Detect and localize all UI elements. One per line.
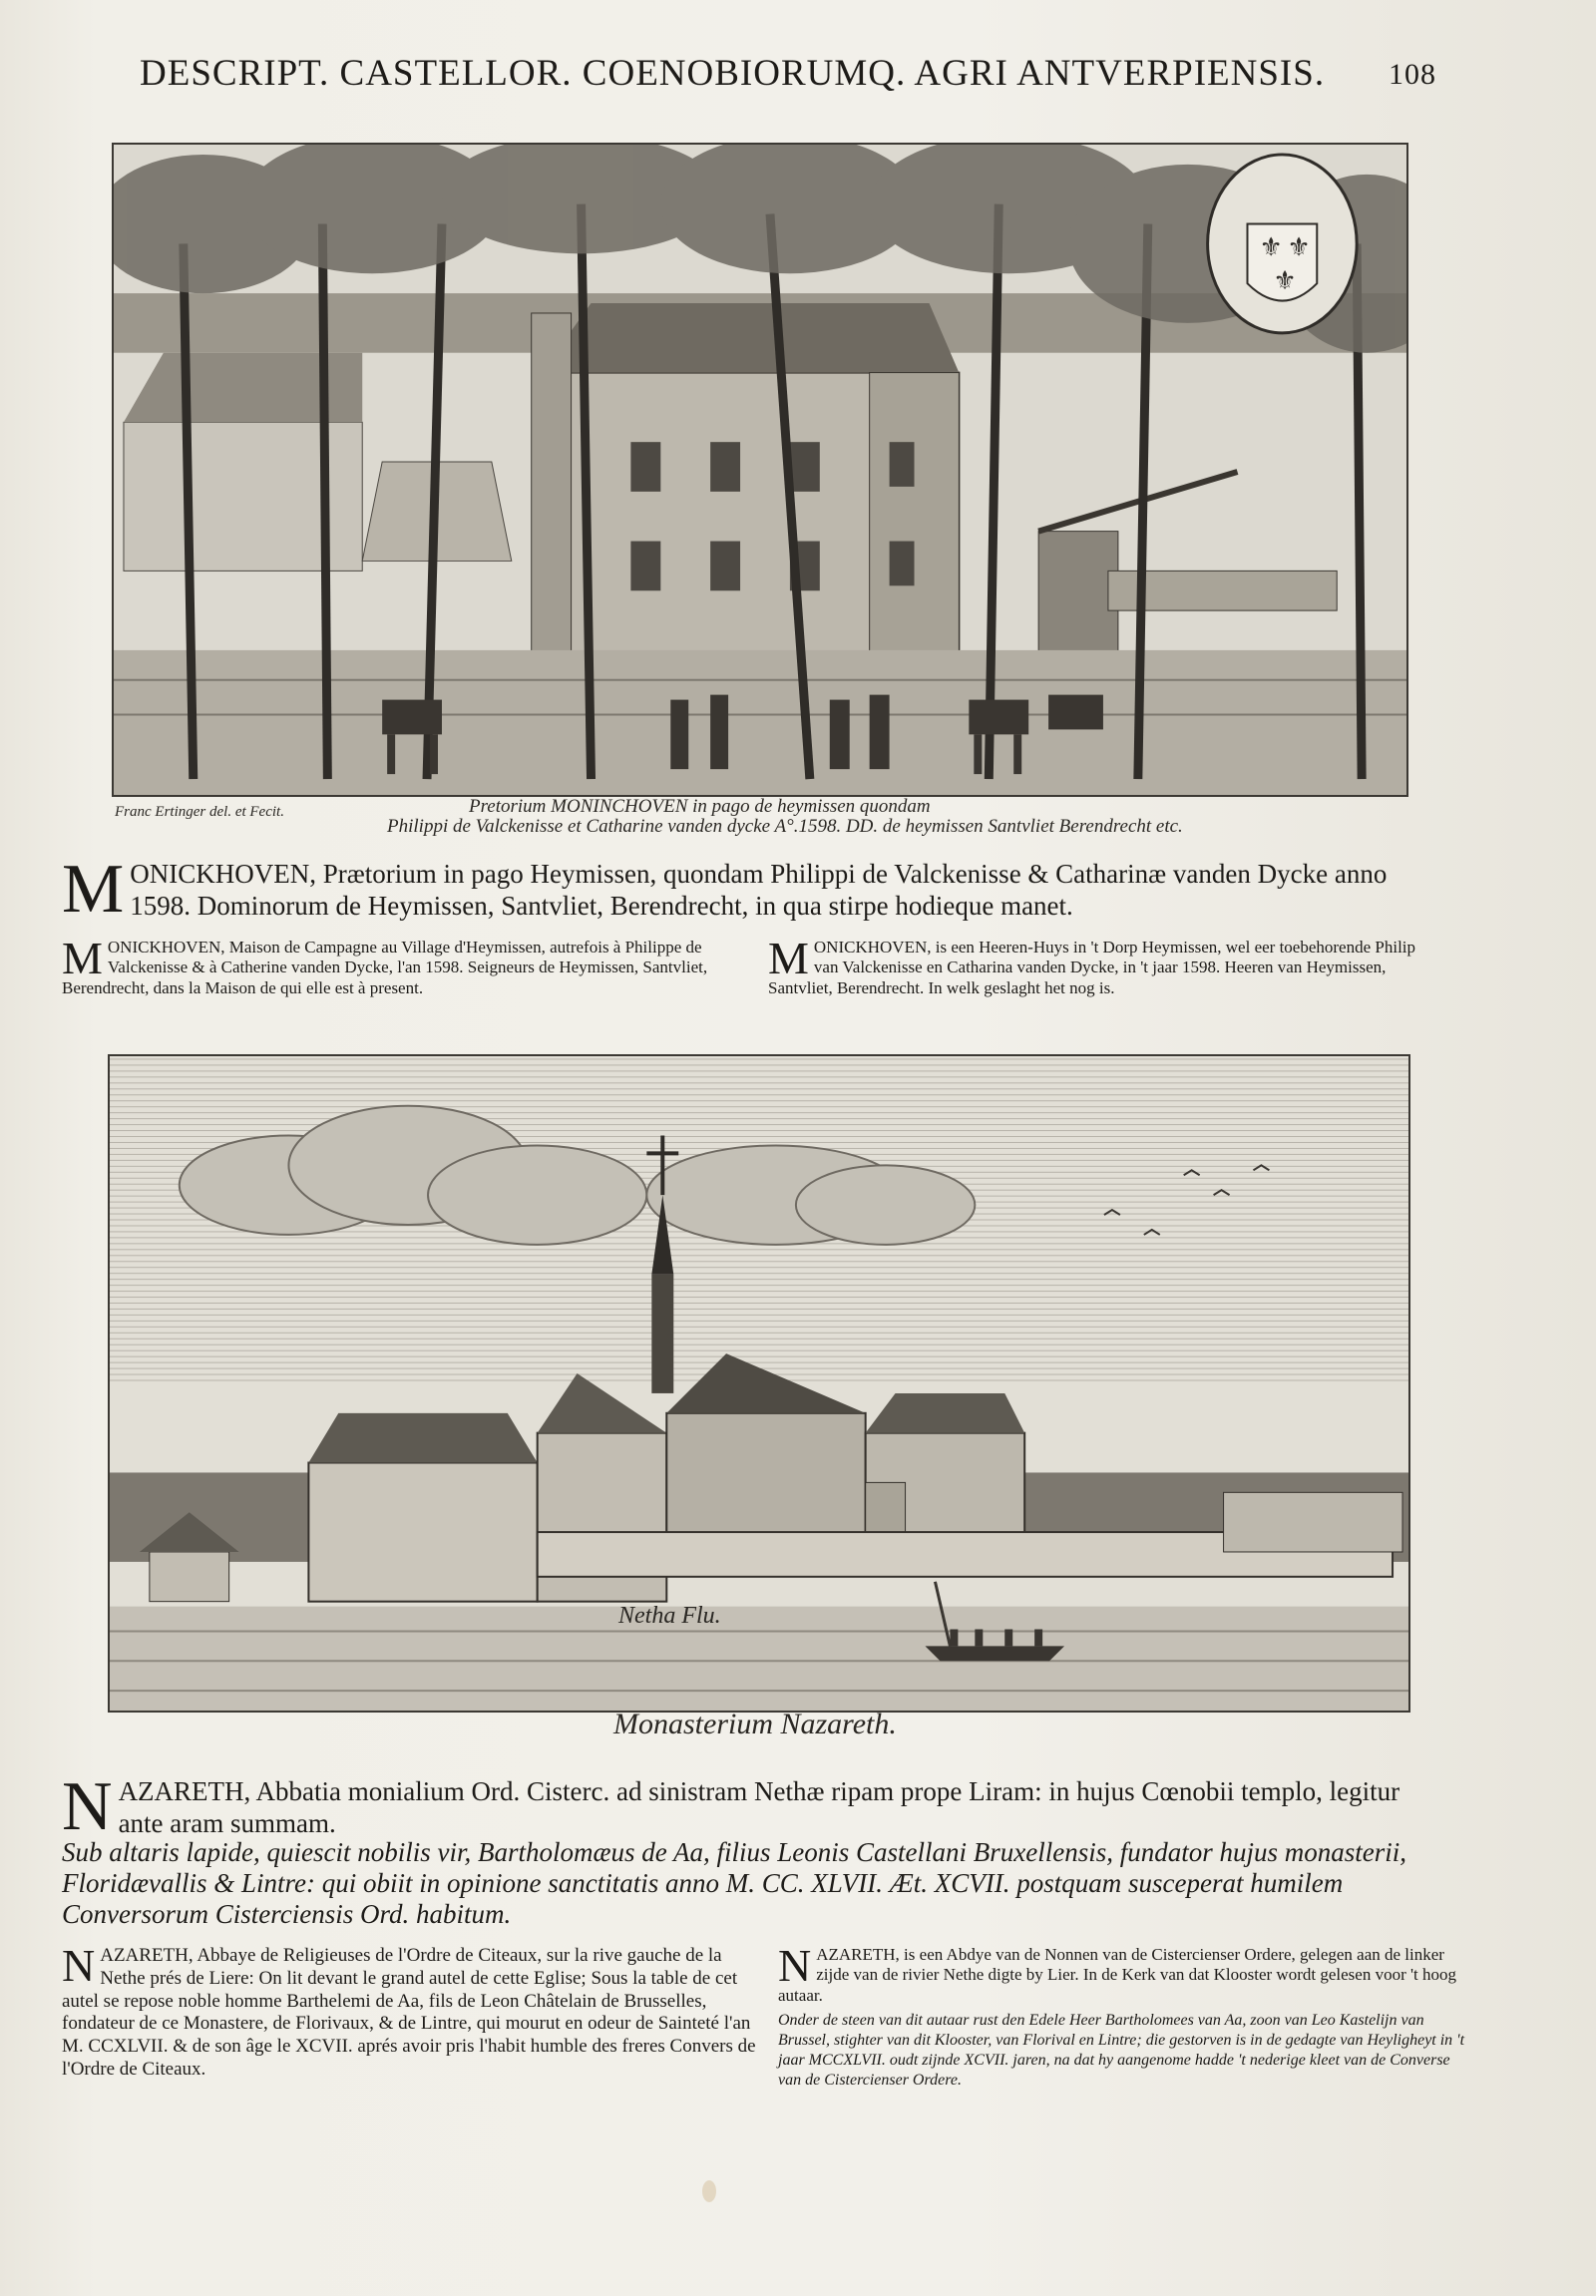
moninckhoven-illustration (114, 145, 1406, 795)
dutch-body: AZARETH, is een Abdye van de Nonnen van de Cistercienser Ordere, gelegen aan de linker zijde van de rivier Nethe digte by Lier. In de Kerk van dat Klooster wordt gelesen voor 't hoog autaar. (778, 1945, 1457, 2005)
drop-cap: N (778, 1940, 812, 1991)
svg-text:⚜: ⚜ (1259, 232, 1283, 263)
dutch-body: ONICKHOVEN, is een Heeren-Huys in 't Dorp Heymissen, wel eer toebehorende Philip van Valckenisse en Catharina vanden Dycke, in 't jaar 1598. Heeren van Heymissen, Santvliet, Berendrecht. In welk geslaght het nog is. (768, 938, 1416, 997)
latin-body: AZARETH, Abbatia monialium Ord. Cisterc. ad sinistram Nethæ ripam prope Liram: in hujus Cœnobii templo, legitur ante aram summam. (118, 1776, 1400, 1839)
drop-cap: M (62, 933, 103, 983)
nazareth-dutch-epitaph: Onder de steen van dit autaar rust den Edele Heer Bartholomees van Aa, zoon van Leo Kastelijn van Brussel, stighter van dit Klooster, van Florival en Lintre; die gestorven is in de gedagte van Heyligheyt in 't jaar MCCXLVII. oudt zijnde XCVII. jaren, na dat hy aangenome hadde 't nederige kleet van de Converse van de Cistercienser Ordere. (778, 2012, 1465, 2089)
nazareth-latin-text (62, 1768, 1448, 1845)
svg-text:⚜: ⚜ (1287, 232, 1311, 263)
drop-cap: N (62, 1940, 96, 1991)
running-title: DESCRIPT. CASTELLOR. COENOBIORUMQ. AGRI ANTVERPIENSIS. (140, 53, 1326, 94)
french-body: ONICKHOVEN, Maison de Campagne au Village d'Heymissen, autrefois à Philippe de Valckenisse & à Catherine vanden Dycke, l'an 1598. Seigneurs de Heymissen, Santvliet, Berendrecht, dans la Maison de qui elle est à present. (62, 938, 708, 997)
engraving-nazareth (108, 1054, 1410, 1713)
latin-body: ONICKHOVEN, Prætorium in pago Heymissen, quondam Philippi de Valckenisse & Catharinæ vanden Dycke anno 1598. Dominorum de Heymissen, Santvliet, Berendrecht, in qua stirpe hodieque manet. (130, 859, 1388, 922)
drop-cap: M (768, 933, 809, 983)
nazareth-dutch-text (778, 1940, 1466, 2006)
nazareth-illustration (110, 1056, 1408, 1711)
engraving-moninckhoven (112, 143, 1408, 797)
river-label: Netha Flu. (618, 1603, 721, 1629)
moninckhoven-french-text (62, 933, 740, 998)
plate2-caption: Monasterium Nazareth. (613, 1708, 897, 1740)
drop-cap: N (62, 1768, 113, 1845)
page-number: 108 (1389, 58, 1436, 91)
plate1-caption-line1: Pretorium MONINCHOVEN in pago de heymissen quondam (469, 796, 931, 817)
paper-stain (702, 2180, 716, 2202)
plate1-caption-line2: Philippi de Valckenisse et Catharine vanden dycke A°.1598. DD. de heymissen Santvliet Berendrecht etc. (387, 816, 1183, 837)
nazareth-french-text (62, 1940, 760, 2082)
page-header (140, 52, 1436, 102)
nazareth-latin-epitaph: Sub altaris lapide, quiescit nobilis vir, Bartholomæus de Aa, filius Leonis Castellani Bruxellensis, fundator hujus monasterii, Floridævallis & Lintre: qui obiit in opinione sanctitatis anno M. CC. XLVII. Æt. XCVII. postquam susceperat humilem Conversorum Cisterciensis Ord. habitum. (62, 1837, 1407, 1930)
drop-cap: M (62, 851, 125, 928)
french-body: AZARETH, Abbaye de Religieuses de l'Ordre de Citeaux, sur la rive gauche de la Nethe prés de Liere: On lit devant le grand autel de cette Eglise; Sous la table de cet autel se repose noble homme Barthelemi de Aa, fils de Leon Châtelain de Brusselles, fondateur de ce Monastere, de Florivaux, & de Lintre, qui mourut en odeur de Sainteté l'an M. CCXLVII. & de son âge le XCVII. aprés avoir pris l'habit humble des freres Convers de l'Ordre de Citeaux. (62, 1945, 756, 2080)
moninckhoven-latin-text (62, 851, 1438, 928)
svg-text:⚜: ⚜ (1273, 266, 1297, 297)
engraver-credit: Franc Ertinger del. et Fecit. (115, 804, 284, 820)
moninckhoven-dutch-text (768, 933, 1436, 998)
